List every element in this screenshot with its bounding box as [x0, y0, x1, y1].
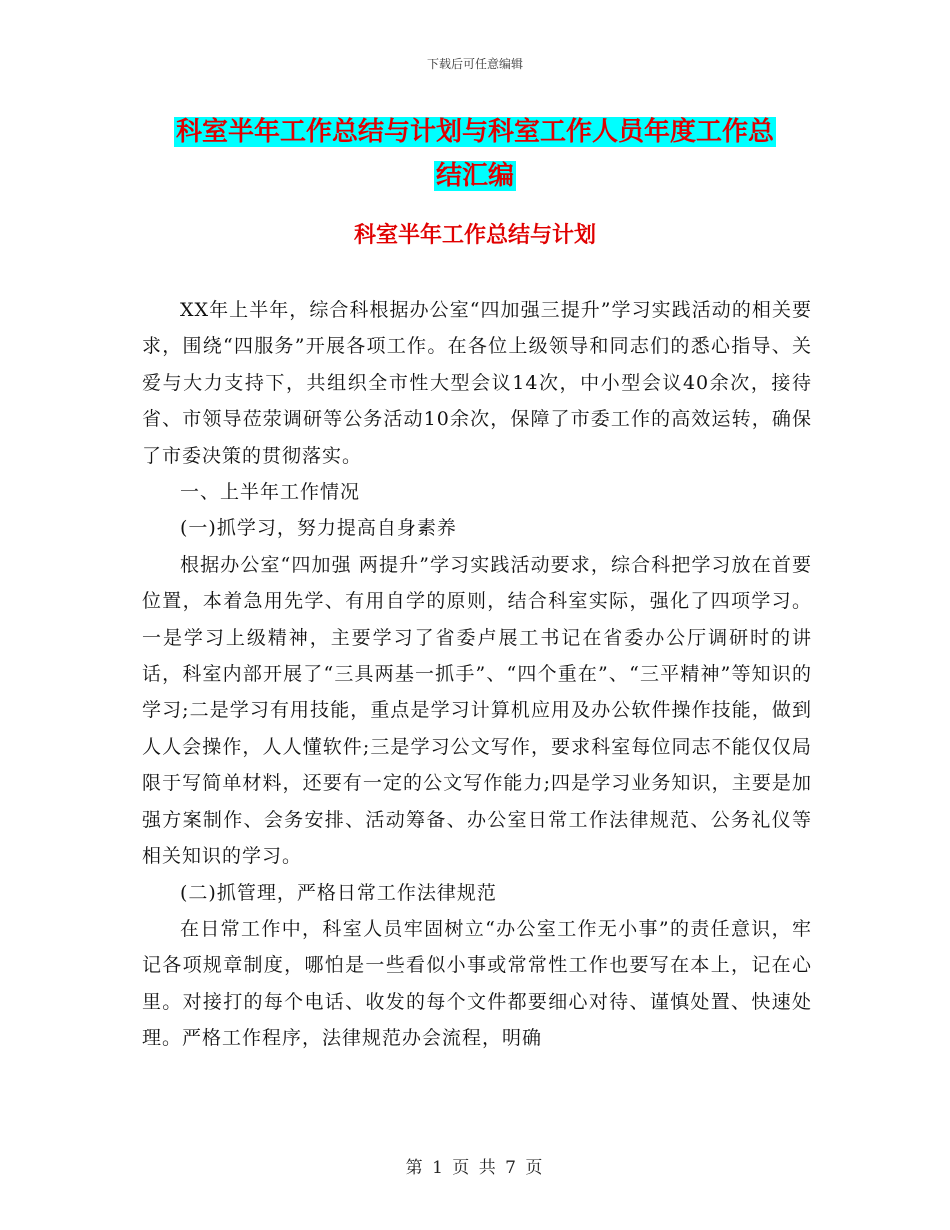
document-title	[140, 110, 810, 198]
paragraph-intro: XX年上半年，综合科根据办公室“四加强三提升”学习实践活动的相关要求，围绕“四服务”开展各项工作。在各位上级领导和同志们的悉心指导、关爱与大力支持下，共组织全市性大型会议14次，中小型会议40余次，接待省、市领导莅荥调研等公务活动10余次，保障了市委工作的高效运转，确保了市委决策的贯彻落实。	[142, 299, 812, 467]
paragraph-study: 根据办公室“四加强 两提升”学习实践活动要求，综合科把学习放在首要位置，本着急用先学、有用自学的原则，结合科室实际，强化了四项学习。一是学习上级精神，主要学习了省委卢展工书记在省委办公厅调研时的讲话，科室内部开展了“三具两基一抓手”、“四个重在”、“三平精神”等知识的学习;二是学习有用技能，重点是学习计算机应用及办公软件操作技能，做到人人会操作，人人懂软件;三是学习公文写作，要求科室每位同志不能仅仅局限于写简单材料，还要有一定的公文写作能力;四是学习业务知识，主要是加强方案制作、会务安排、活动筹备、办公室日常工作法律规范、公务礼仪等相关知识的学习。	[142, 553, 812, 868]
document-body	[142, 292, 812, 1057]
document-title-line-2: 结汇编	[435, 161, 514, 191]
section-title: 科室半年工作总结与计划	[353, 223, 596, 248]
paragraph-management: 在日常工作中，科室人员牢固树立“办公室工作无小事”的责任意识，牢记各项规章制度，哪怕是一些看似小事或常常性工作也要写在本上，记在心里。对接打的每个电话、收发的每个文件都要细心对待、谨慎处置、快速处理。严格工作程序，法律规范办会流程，明确	[142, 917, 812, 1050]
heading-study: (一)抓学习，努力提高自身素养	[180, 517, 457, 540]
header-note: 下载后可任意编辑	[426, 57, 523, 71]
page-number: 第 1 页 共 7 页	[405, 1158, 545, 1178]
heading-part-one: 一、上半年工作情况	[180, 481, 361, 504]
heading-management: (二)抓管理，严格日常工作法律规范	[180, 881, 497, 904]
document-title-line-1: 科室半年工作总结与计划与科室工作人员年度工作总	[175, 117, 774, 147]
